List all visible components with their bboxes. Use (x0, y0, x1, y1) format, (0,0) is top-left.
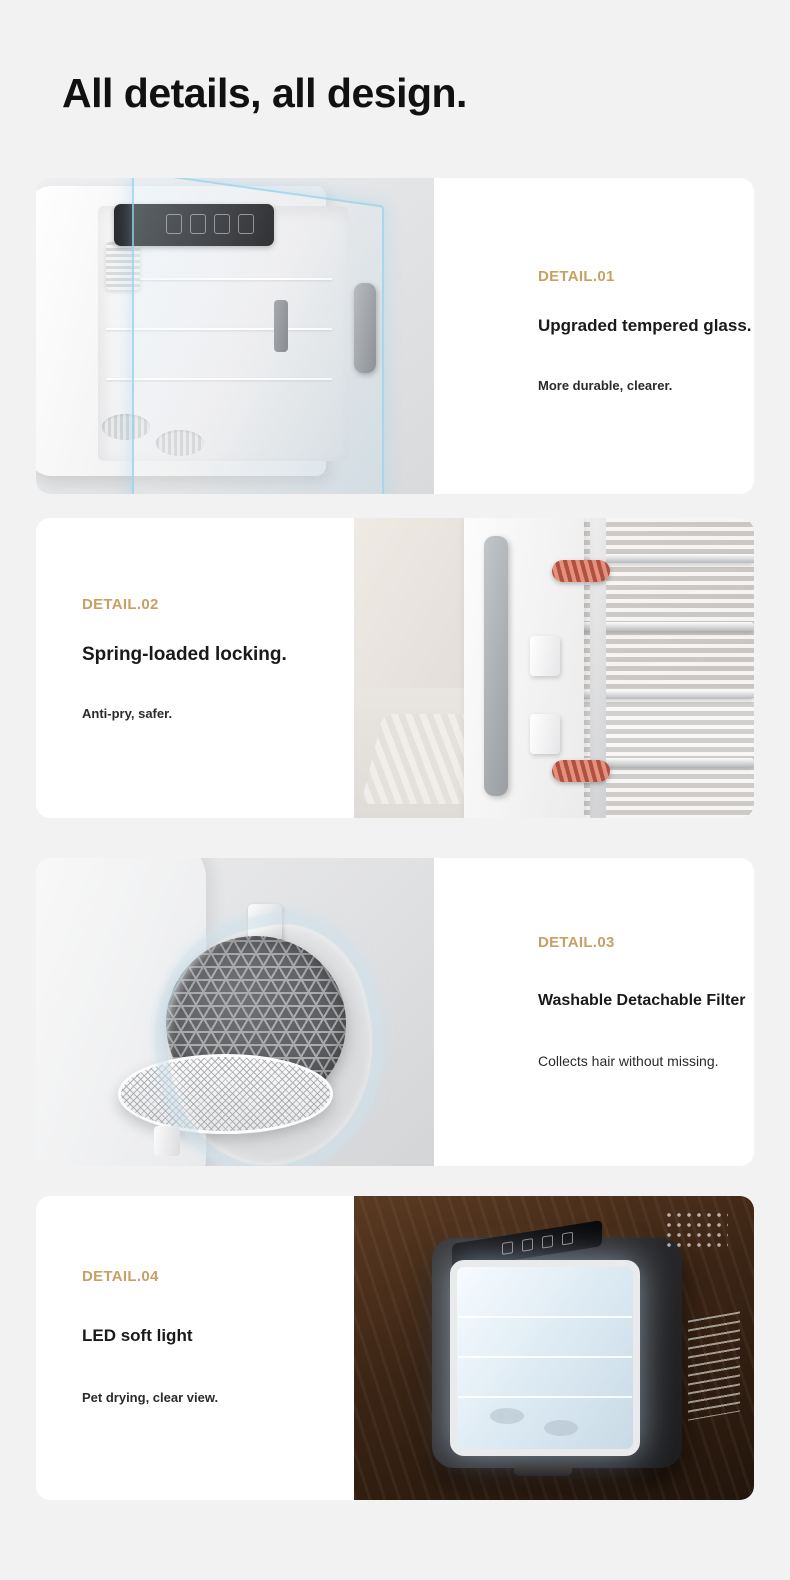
detail-text-01 (434, 178, 754, 494)
detail-image-04 (354, 1196, 754, 1500)
door-handle (354, 283, 376, 373)
door-handle (484, 536, 508, 796)
detail-card-01 (36, 178, 754, 494)
spring-latch (530, 714, 560, 754)
detail-text-02 (36, 518, 354, 818)
detail-text-04 (36, 1196, 354, 1500)
panel-key (502, 1241, 513, 1255)
panel-key (562, 1232, 573, 1246)
side-vent-slots (688, 1311, 740, 1420)
spring-latch (530, 636, 560, 676)
top-vent-pattern (664, 1210, 728, 1250)
detail-label: DETAIL.04 (82, 1268, 159, 1285)
locking-spring (552, 760, 610, 782)
detail-subtext: More durable, clearer. (538, 378, 673, 393)
detail-label: DETAIL.02 (82, 596, 159, 613)
detail-heading: Upgraded tempered glass. (538, 316, 752, 335)
detail-subtext: Anti-pry, safer. (82, 706, 173, 721)
detail-label: DETAIL.03 (538, 934, 615, 951)
detail-image-03 (36, 858, 434, 1166)
detail-card-03 (36, 858, 754, 1166)
detail-subtext: Collects hair without missing. (538, 1053, 719, 1069)
page-title: All details, all design. (62, 70, 467, 116)
interior-shelf (458, 1396, 632, 1398)
detail-card-04 (36, 1196, 754, 1500)
detail-subtext: Pet drying, clear view. (82, 1390, 219, 1405)
tempered-glass-door (132, 178, 384, 494)
detail-label: DETAIL.01 (538, 268, 615, 285)
mesh-handle (154, 1126, 180, 1156)
detail-heading: Washable Detachable Filter (538, 992, 746, 1009)
interior-shelf (458, 1356, 632, 1358)
detail-heading: Spring-loaded locking. (82, 644, 287, 665)
panel-key (542, 1235, 553, 1249)
front-foot-grip (514, 1464, 572, 1476)
interior-shelf (458, 1316, 632, 1318)
interior-pad (544, 1420, 578, 1436)
detail-image-02 (354, 518, 754, 818)
interior-pad (490, 1408, 524, 1424)
detail-text-03 (434, 858, 754, 1166)
detail-card-02 (36, 518, 754, 818)
panel-key (522, 1238, 533, 1252)
detail-heading: LED soft light (82, 1326, 193, 1345)
locking-spring (552, 560, 610, 582)
detail-image-01 (36, 178, 434, 494)
